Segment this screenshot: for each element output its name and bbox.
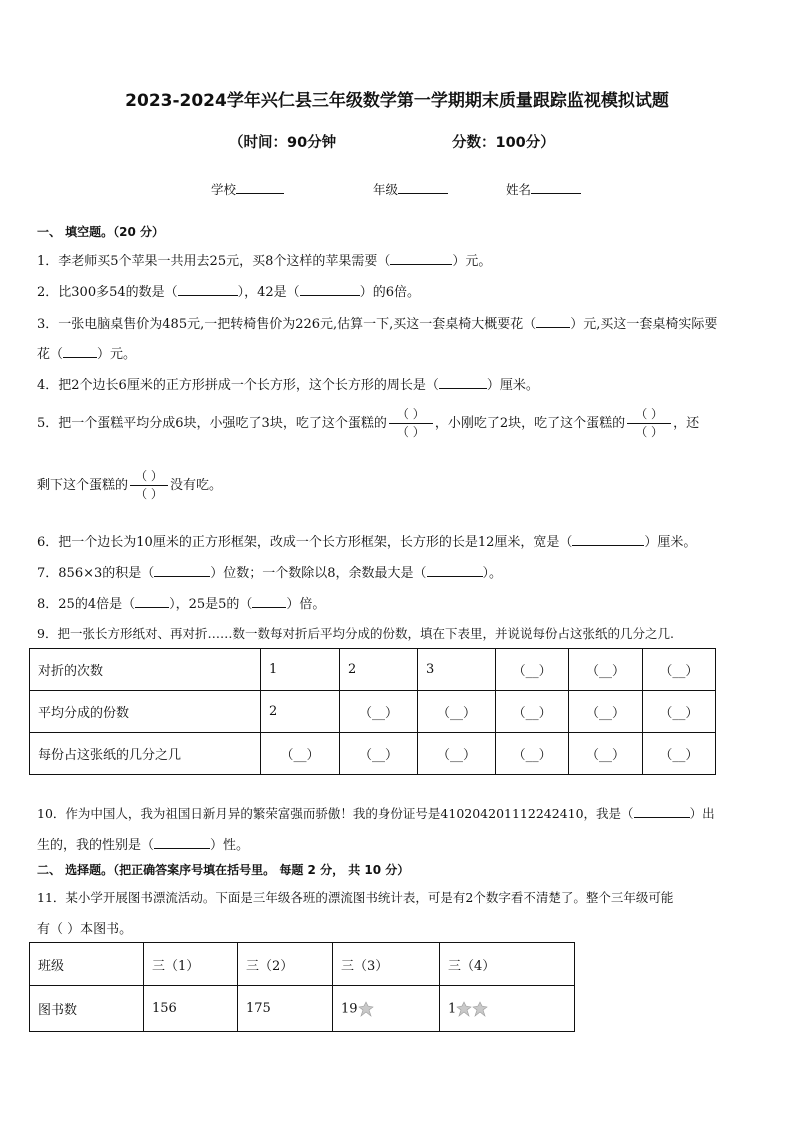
table-cell[interactable]: （__） xyxy=(496,649,569,691)
exam-score: 分数：100分） xyxy=(452,135,555,151)
table-cell: 图书数 xyxy=(30,986,144,1032)
table-cell[interactable]: （__） xyxy=(569,733,642,775)
question-6: 6．把一个边长为10厘米的正方形框架，改成一个长方形框架，长方形的长是12厘米，宽是（ ）厘米。 xyxy=(37,535,697,550)
question-11-line-1: 11．某小学开展图书漂流活动。下面是三年级各班的漂流图书统计表，可是有2个数字看不清楚了。整个三年级可能 xyxy=(37,890,674,905)
answer-blank[interactable] xyxy=(300,283,360,296)
table-cell: 1 xyxy=(261,649,340,691)
grade-field[interactable] xyxy=(373,180,448,198)
table-cell: 三（4） xyxy=(440,943,575,986)
table-cell[interactable]: （__） xyxy=(418,733,496,775)
question-11-line-2: 有（ ）本图书。 xyxy=(37,922,133,937)
question-10-line-1: 10．作为中国人，我为祖国日新月异的繁荣富强而骄傲！我的身份证号是410204201112242410，我是（ ）出 xyxy=(37,806,715,821)
table-cell: 156 xyxy=(144,986,238,1032)
question-3-line-1: 3．一张电脑桌售价为485元,一把转椅售价为226元,估算一下,买这一套桌椅大概要花（ ）元,买这一套桌椅实际要 xyxy=(37,317,718,332)
question-4: 4．把2个边长6厘米的正方形拼成一个长方形，这个长方形的周长是（ ）厘米。 xyxy=(37,378,539,393)
answer-blank[interactable] xyxy=(572,533,644,546)
school-field[interactable] xyxy=(211,180,284,198)
section-2-heading: 二、 选择题。（把正确答案序号填在括号里。 每题 2 分， 共 10 分） xyxy=(37,863,410,877)
table-row xyxy=(30,986,575,1032)
name-field[interactable] xyxy=(506,180,581,198)
question-8: 8．25的4倍是（ ），25是5的（ ）倍。 xyxy=(37,597,326,612)
fold-table xyxy=(29,648,716,775)
fraction-blank[interactable]: $\frac{( )}{( )}$ xyxy=(389,407,433,440)
page-title: 2023-2024学年兴仁县三年级数学第一学期期末质量跟踪监视模拟试题 xyxy=(125,91,669,111)
answer-blank[interactable] xyxy=(390,252,452,265)
table-row xyxy=(30,943,575,986)
table-row xyxy=(30,649,716,691)
answer-blank[interactable] xyxy=(536,315,570,328)
exam-time: （时间：90分钟 xyxy=(229,135,337,151)
table-cell[interactable]: （__） xyxy=(418,691,496,733)
table-cell: 三（2） xyxy=(238,943,333,986)
table-cell[interactable]: （__） xyxy=(642,649,715,691)
table-cell[interactable]: （__） xyxy=(340,733,418,775)
table-row xyxy=(30,691,716,733)
book-table xyxy=(29,942,575,1032)
question-1: 1．李老师买5个苹果一共用去25元，买8个这样的苹果需要（ ）元。 xyxy=(37,254,492,269)
table-cell: 三（1） xyxy=(144,943,238,986)
question-5-line-2: 剩下这个蛋糕的 $\frac{( )}{( )}$ 没有吃。 xyxy=(37,469,223,501)
question-2: 2．比300多54的数是（ ），42是（ ）的6倍。 xyxy=(37,285,420,300)
table-cell[interactable]: （__） xyxy=(496,733,569,775)
smudge-icon xyxy=(456,1001,472,1017)
table-cell xyxy=(333,986,440,1032)
grade-blank[interactable] xyxy=(398,180,448,194)
table-cell: 三（3） xyxy=(333,943,440,986)
question-10-line-2: 生的，我的性别是（ ）性。 xyxy=(37,838,250,853)
smudge-icon xyxy=(472,1001,488,1017)
table-cell[interactable]: （__） xyxy=(642,691,715,733)
answer-blank[interactable] xyxy=(634,805,690,818)
fraction-blank[interactable]: $\frac{( )}{( )}$ xyxy=(130,469,168,502)
answer-blank[interactable] xyxy=(154,564,210,577)
question-5-line-1: 5．把一个蛋糕平均分成6块，小强吃了3块，吃了这个蛋糕的 $\frac{( )}{( )}$ ，小刚吃了2块，吃了这个蛋糕的 $\frac{( )}{( )}$ ，还 xyxy=(37,407,700,439)
partial-number: 19 xyxy=(341,1001,358,1016)
name-blank[interactable] xyxy=(531,180,581,194)
question-3-line-2: 花（ ）元。 xyxy=(37,347,137,362)
answer-blank[interactable] xyxy=(154,836,210,849)
table-cell[interactable]: （__） xyxy=(642,733,715,775)
table-cell[interactable]: （__） xyxy=(496,691,569,733)
grade-label: 年级 xyxy=(373,182,399,197)
section-1-heading: 一、 填空题。（20 分） xyxy=(37,225,165,239)
table-cell: 2 xyxy=(340,649,418,691)
table-cell: 175 xyxy=(238,986,333,1032)
table-row xyxy=(30,733,716,775)
table-cell[interactable]: （__） xyxy=(340,691,418,733)
table-cell xyxy=(440,986,575,1032)
answer-blank[interactable] xyxy=(63,345,97,358)
smudge-icon xyxy=(358,1001,374,1017)
table-cell: 班级 xyxy=(30,943,144,986)
answer-blank[interactable] xyxy=(427,564,483,577)
school-label: 学校 xyxy=(211,182,237,197)
answer-blank[interactable] xyxy=(439,376,487,389)
school-blank[interactable] xyxy=(236,180,284,194)
table-cell[interactable]: （__） xyxy=(569,649,642,691)
question-7: 7．856×3的积是（ ）位数；一个数除以8，余数最大是（ ）。 xyxy=(37,566,503,581)
partial-number: 1 xyxy=(448,1001,457,1016)
answer-blank[interactable] xyxy=(178,283,238,296)
question-9: 9．把一张长方形纸对、再对折……数一数每对折后平均分成的份数，填在下表里，并说说每份占这张纸的几分之几. xyxy=(37,626,674,641)
answer-blank[interactable] xyxy=(252,595,286,608)
table-cell: 对折的次数 xyxy=(30,649,261,691)
table-cell: 每份占这张纸的几分之几 xyxy=(30,733,261,775)
table-cell: 2 xyxy=(261,691,340,733)
table-cell: 平均分成的份数 xyxy=(30,691,261,733)
fraction-blank[interactable]: $\frac{( )}{( )}$ xyxy=(627,407,671,440)
name-label: 姓名 xyxy=(506,182,532,197)
answer-blank[interactable] xyxy=(135,595,169,608)
table-cell[interactable]: （__） xyxy=(261,733,340,775)
table-cell: 3 xyxy=(418,649,496,691)
table-cell[interactable]: （__） xyxy=(569,691,642,733)
